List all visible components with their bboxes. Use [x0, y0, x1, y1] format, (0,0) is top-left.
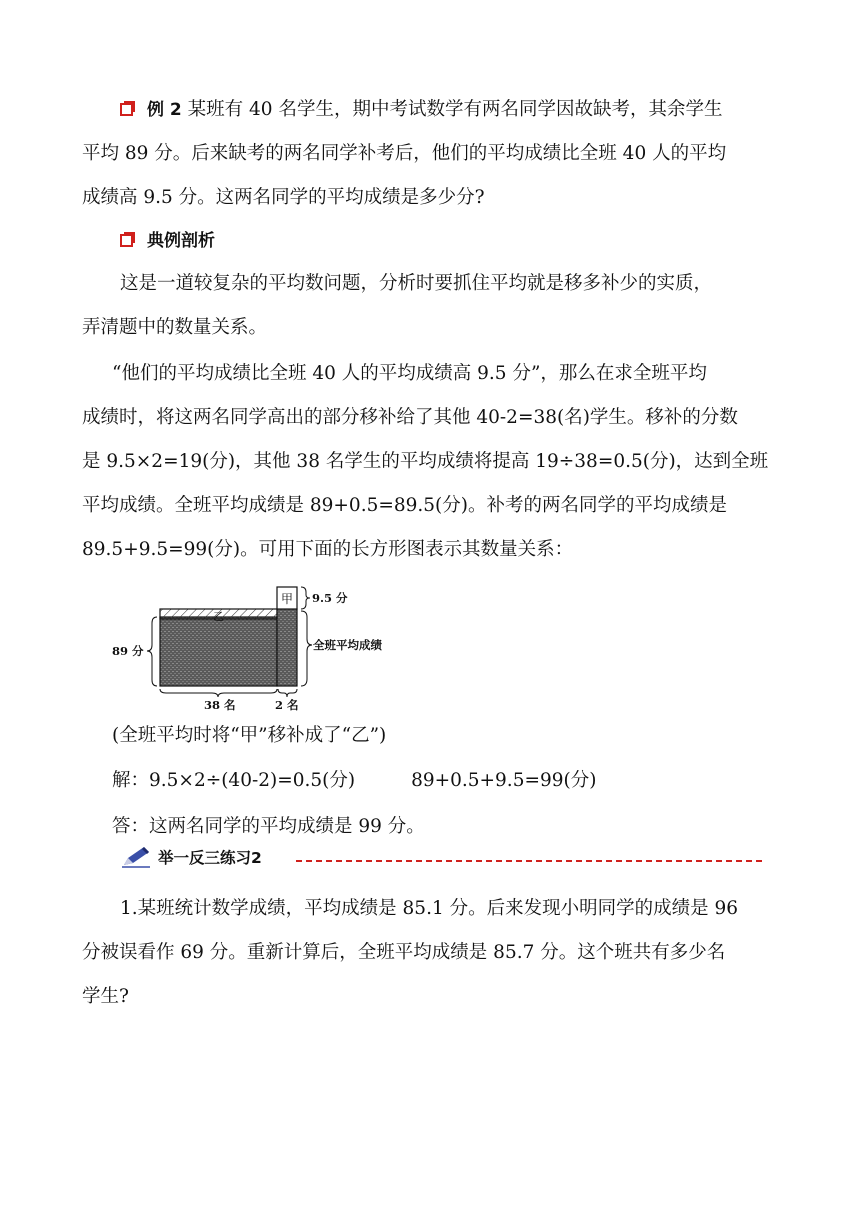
example-text-line3: 成绩高 9.5 分。这两名同学的平均成绩是多少分?: [82, 187, 485, 208]
analysis-paragraph-1: [82, 262, 782, 350]
analysis-para1-line2: 弄清题中的数量关系。: [82, 317, 268, 338]
red-square-bullet-icon: [120, 234, 133, 247]
solution-eq2: 89+0.5+9.5=99(分): [411, 770, 597, 791]
example-label: 例 2: [147, 100, 182, 120]
diagram-class-avg-label: 全班平均成绩: [313, 638, 382, 652]
diagram-9-5-label: 9.5 分: [312, 591, 348, 605]
practice-q1-line1: 1.某班统计数学成绩，平均成绩是 85.1 分。后来发现小明同学的成绩是 96: [120, 898, 739, 919]
diagram-89-label: 89 分: [112, 644, 144, 658]
analysis-paragraph-2: [82, 352, 782, 572]
solution-eq1: 9.5×2÷(40-2)=0.5(分): [149, 770, 356, 791]
example-text-line2: 平均 89 分。后来缺考的两名同学补考后，他们的平均成绩比全班 40 人的平均: [82, 143, 727, 164]
analysis-para2-line4: 平均成绩。全班平均成绩是 89+0.5=89.5(分)。补考的两名同学的平均成绩是: [82, 495, 727, 516]
diagram-caption: (全班平均时将“甲”移补成了“乙”): [112, 725, 387, 746]
practice-q1-line3: 学生?: [82, 986, 129, 1007]
practice-title: 举一反三练习2: [158, 849, 262, 867]
brace-38: [160, 689, 277, 697]
pencil-icon: [120, 845, 152, 869]
practice-dashed-rule: [296, 860, 762, 862]
analysis-para2-line5: 89.5+9.5=99(分)。可用下面的长方形图表示其数量关系：: [82, 539, 574, 560]
example-text-line1: 某班有 40 名学生，期中考试数学有两名同学因故缺考，其余学生: [187, 99, 723, 120]
solution-row: [112, 768, 596, 794]
answer-line: 答：这两名同学的平均成绩是 99 分。: [112, 816, 425, 837]
rectangle-diagram: [112, 583, 402, 711]
analysis-heading-row: [82, 219, 782, 263]
solution-label: 解：: [112, 770, 150, 791]
diagram-base-block: [160, 617, 277, 686]
red-square-bullet-icon: [120, 103, 133, 116]
analysis-para2-line1: “他们的平均成绩比全班 40 人的平均成绩高 9.5 分”，那么在求全班平均: [112, 363, 707, 384]
diagram-yi-label: 乙: [213, 610, 224, 623]
analysis-para1-line1: 这是一道较复杂的平均数问题，分析时要抓住平均就是移多补少的实质，: [120, 273, 713, 294]
diagram-jia-label: 甲: [281, 592, 294, 606]
brace-9-5: [301, 587, 310, 609]
brace-class-avg: [301, 611, 312, 686]
practice-question-1: [82, 887, 782, 1019]
analysis-para2-line3: 是 9.5×2=19(分)，其他 38 名学生的平均成绩将提高 19÷38=0.5(分)，达到全班: [82, 451, 769, 472]
diagram-38-label: 38 名: [204, 698, 236, 711]
brace-89: [147, 617, 157, 686]
example-paragraph: [82, 88, 782, 220]
analysis-para2-line2: 成绩时，将这两名同学高出的部分移补给了其他 40-2=38(名)学生。移补的分数: [82, 407, 738, 428]
diagram-two-block: [277, 609, 297, 686]
analysis-heading: 典例剖析: [147, 231, 215, 251]
practice-q1-line2: 分被误看作 69 分。重新计算后，全班平均成绩是 85.7 分。这个班共有多少名: [82, 942, 726, 963]
diagram-2-label: 2 名: [275, 698, 299, 711]
brace-2: [278, 689, 297, 697]
